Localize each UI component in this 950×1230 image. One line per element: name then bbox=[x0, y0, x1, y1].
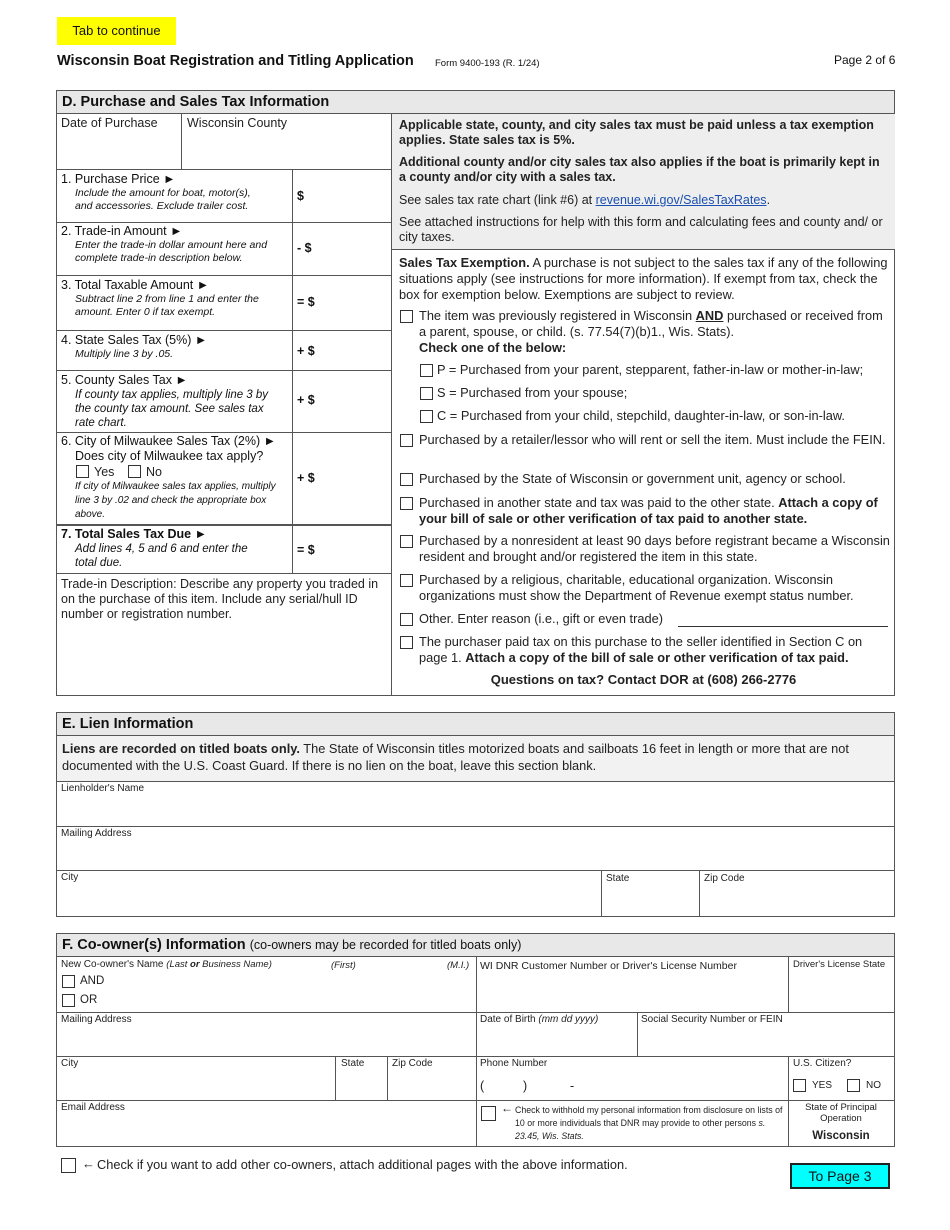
exemption-organization-text: Purchased by a religious, charitable, educational organization. Wisconsin organizations must show the Department of Revenue exempt status number. bbox=[419, 572, 854, 603]
dob-hint: (mm dd yyyy) bbox=[538, 1014, 599, 1025]
coowner-city-input[interactable] bbox=[59, 1071, 333, 1099]
section-e bbox=[56, 712, 895, 917]
exemption-p-text: P = Purchased from your parent, stepparent, father-in-law or mother-in-law; bbox=[437, 362, 864, 377]
wisconsin-county-label: Wisconsin County bbox=[187, 116, 288, 130]
email-input[interactable] bbox=[59, 1115, 474, 1145]
coowner-zip-input[interactable] bbox=[389, 1071, 474, 1099]
exemption-seller-tax-checkbox[interactable] bbox=[400, 636, 413, 649]
coowner-city-label: City bbox=[61, 1058, 79, 1069]
citizen-no-label: NO bbox=[866, 1080, 881, 1091]
county-tax-input[interactable] bbox=[319, 372, 390, 430]
trade-in-desc: Enter the trade-in dollar amount here and complete trade-in description below. bbox=[75, 239, 268, 264]
wisconsin-county-input[interactable] bbox=[185, 131, 389, 167]
section-f-title-note: (co-owners may be recorded for titled boats only) bbox=[249, 938, 522, 952]
total-taxable-input[interactable] bbox=[319, 278, 390, 328]
trade-in-label: 2. Trade-in Amount ► bbox=[61, 224, 183, 238]
exemption-s-text: S = Purchased from your spouse; bbox=[437, 385, 628, 400]
purchase-price-sign: $ bbox=[297, 189, 304, 203]
total-tax-due-desc: Add lines 4, 5 and 6 and enter the total due. bbox=[75, 543, 248, 569]
ssn-input[interactable] bbox=[639, 1027, 892, 1055]
coowner-mailing-label: Mailing Address bbox=[61, 1014, 132, 1025]
lien-zip-label: Zip Code bbox=[704, 873, 745, 884]
milwaukee-tax-sign: + $ bbox=[297, 471, 315, 485]
add-coowners-text: Check if you want to add other co-owners, attach additional pages with the above information. bbox=[97, 1157, 628, 1172]
citizen-no-checkbox[interactable] bbox=[847, 1079, 860, 1092]
lien-state-label: State bbox=[606, 873, 630, 884]
state-principal-label: State of Principal Operation bbox=[805, 1102, 877, 1124]
left-arrow-icon: ← bbox=[501, 1101, 513, 1115]
ex1-and: AND bbox=[695, 308, 724, 323]
milwaukee-yes-label: Yes bbox=[94, 465, 115, 479]
trade-in-input[interactable] bbox=[319, 225, 390, 273]
dl-state-label: Driver's License State bbox=[793, 959, 886, 970]
page-number: Page 2 of 6 bbox=[834, 53, 896, 67]
state-tax-sign: + $ bbox=[297, 344, 315, 358]
exemption-family-text bbox=[419, 308, 891, 356]
exemption-retailer-checkbox[interactable] bbox=[400, 434, 413, 447]
phone-input[interactable] bbox=[478, 1071, 786, 1099]
total-taxable-label: 3. Total Taxable Amount ► bbox=[61, 278, 210, 292]
exemption-c-checkbox[interactable] bbox=[420, 410, 433, 423]
line-milwaukee-tax bbox=[61, 434, 291, 522]
total-taxable-desc: Subtract line 2 from line 1 and enter the amount. Enter 0 if tax exempt. bbox=[75, 293, 259, 318]
coowner-state-input[interactable] bbox=[337, 1071, 385, 1099]
coowner-zip-label: Zip Code bbox=[392, 1058, 433, 1069]
purchase-price-desc: Include the amount for boat, motor(s), and accessories. Exclude trailer cost. bbox=[75, 187, 251, 212]
coowner-name-hint: (Last or Business Name) bbox=[166, 959, 272, 970]
exemption-c-text: C = Purchased from your child, stepchild, daughter-in-law, or son-in-law. bbox=[437, 408, 845, 423]
exemption-intro-text: A purchase is not subject to the sales tax if any of the following situations apply (see instructions for more information). If exempt from tax, check the box for exemption below. Exemptions are subject to review. bbox=[399, 255, 888, 302]
ssn-label: Social Security Number or FEIN bbox=[641, 1014, 783, 1025]
total-tax-due-sign: = $ bbox=[297, 543, 315, 557]
trade-in-description-label: Trade-in Description: Describe any property you traded in on the purchase of this item. Include any serial/hull ID number or registration number. bbox=[61, 577, 379, 621]
coowner-name-label-text: New Co-owner's Name bbox=[61, 959, 164, 970]
coowner-mi-hint: (M.I.) bbox=[447, 960, 470, 971]
purchase-price-input[interactable] bbox=[312, 173, 390, 221]
line-total-tax-due bbox=[61, 527, 291, 570]
coowner-name-input[interactable] bbox=[117, 972, 473, 1010]
county-tax-desc: If county tax applies, multiply line 3 by the county tax amount. See sales tax rate chart. bbox=[75, 389, 269, 429]
exemption-organization-checkbox[interactable] bbox=[400, 574, 413, 587]
coowner-or-label: OR bbox=[80, 994, 98, 1006]
line-state-tax bbox=[61, 333, 291, 361]
date-of-purchase-label: Date of Purchase bbox=[61, 116, 158, 130]
dnr-number-label: WI DNR Customer Number or Driver's License Number bbox=[480, 960, 737, 972]
line-county-tax bbox=[61, 373, 291, 430]
lien-city-input[interactable] bbox=[59, 885, 599, 915]
ex8-a: The purchaser paid tax on this purchase to the seller identified in Section C on page 1. bbox=[419, 634, 863, 665]
ex8-b: Attach a copy of the bill of sale or other verification of tax paid. bbox=[465, 650, 849, 665]
form-number: Form 9400-193 (R. 1/24) bbox=[435, 58, 540, 69]
lien-note-bold: Liens are recorded on titled boats only. bbox=[62, 741, 300, 756]
to-page-3-button[interactable]: To Page 3 bbox=[790, 1163, 890, 1189]
coowner-name-label bbox=[61, 959, 272, 971]
lien-mailing-address-input[interactable] bbox=[59, 841, 892, 869]
lien-mailing-address-label: Mailing Address bbox=[61, 828, 132, 839]
phone-dash: - bbox=[570, 1079, 575, 1093]
exemption-s-checkbox[interactable] bbox=[420, 387, 433, 400]
phone-label: Phone Number bbox=[480, 1058, 548, 1069]
section-f bbox=[56, 933, 895, 1147]
lien-state-input[interactable] bbox=[604, 885, 698, 915]
dob-label bbox=[480, 1014, 598, 1026]
citizen-yes-checkbox[interactable] bbox=[793, 1079, 806, 1092]
sales-tax-rates-link[interactable]: revenue.wi.gov/SalesTaxRates bbox=[595, 193, 767, 207]
lien-note-text: The State of Wisconsin titles motorized boats and sailboats 16 feet in length or more that are not documented with the U.S. Coast Guard. If there is no lien on the boat, leave this section blank. bbox=[62, 741, 849, 773]
tax-info-p3-pre: See sales tax rate chart (link #6) at bbox=[399, 193, 596, 207]
total-tax-due-label: 7. Total Sales Tax Due ► bbox=[61, 527, 207, 541]
tab-to-continue-button[interactable]: Tab to continue bbox=[57, 17, 176, 45]
ex1-b: purchased or received from a parent, spouse, or child. (s. 77.54(7)(b)1., Wis. Stats). bbox=[419, 308, 883, 339]
exemption-other-state-text bbox=[419, 495, 891, 527]
withhold-info-checkbox[interactable] bbox=[481, 1106, 496, 1121]
county-tax-sign: + $ bbox=[297, 393, 315, 407]
state-tax-input[interactable] bbox=[319, 332, 390, 368]
tax-info-p3-post: . bbox=[766, 193, 771, 207]
ex4-a: Purchased in another state and tax was paid to the other state. bbox=[419, 495, 779, 510]
ex1-a: The item was previously registered in Wisconsin bbox=[419, 308, 696, 323]
milwaukee-no-checkbox[interactable] bbox=[128, 465, 141, 478]
milwaukee-yes-checkbox[interactable] bbox=[76, 465, 89, 478]
dob-input[interactable] bbox=[478, 1027, 635, 1055]
section-f-title bbox=[57, 934, 894, 957]
section-d bbox=[56, 90, 895, 696]
coowner-first-hint: (First) bbox=[331, 960, 356, 971]
total-tax-due-input[interactable] bbox=[319, 527, 390, 571]
section-f-title-text: F. Co-owner(s) Information bbox=[62, 937, 246, 953]
withhold-a: Check to withhold my personal information from disclosure on lists of 10 or more individuals that DNR may provide to other persons bbox=[515, 1105, 783, 1128]
tax-info-p2: Additional county and/or city sales tax also applies if the boat is primarily kept in a county and/or city with a sales tax. bbox=[399, 155, 880, 184]
phone-close-paren: ) bbox=[523, 1079, 528, 1093]
tax-info-p3 bbox=[399, 193, 889, 208]
exemption-other-checkbox[interactable] bbox=[400, 613, 413, 626]
milwaukee-tax-label: 6. City of Milwaukee Sales Tax (2%) ► bbox=[61, 434, 276, 448]
tax-info-p4: See attached instructions for help with this form and calculating fees and county and/ or city taxes. bbox=[399, 215, 883, 244]
exemption-nonresident-checkbox[interactable] bbox=[400, 535, 413, 548]
milwaukee-tax-desc: If city of Milwaukee sales tax applies, multiply line 3 by .02 and check the appropriate box above. bbox=[75, 481, 276, 520]
check-one-label: Check one of the below: bbox=[419, 340, 567, 355]
coowner-mailing-input[interactable] bbox=[59, 1027, 474, 1055]
coowner-and-checkbox[interactable] bbox=[62, 975, 75, 988]
exemption-government-text: Purchased by the State of Wisconsin or government unit, agency or school. bbox=[419, 471, 846, 486]
date-of-purchase-input[interactable] bbox=[59, 131, 179, 167]
dl-state-input[interactable] bbox=[790, 973, 892, 1010]
lien-city-label: City bbox=[61, 872, 79, 883]
lienholder-name-label: Lienholder's Name bbox=[61, 783, 145, 794]
section-d-title: D. Purchase and Sales Tax Information bbox=[57, 91, 894, 114]
coowner-or-checkbox[interactable] bbox=[62, 994, 75, 1007]
withhold-b: s. 23.45, Wis. Stats. bbox=[515, 1118, 766, 1141]
exemption-title: Sales Tax Exemption. bbox=[399, 255, 530, 270]
exemption-seller-tax-text bbox=[419, 634, 891, 666]
state-tax-desc: Multiply line 3 by .05. bbox=[75, 348, 174, 360]
total-taxable-sign: = $ bbox=[297, 295, 315, 309]
left-arrow-icon: ← bbox=[82, 1156, 95, 1171]
tax-info-p1: Applicable state, county, and city sales tax must be paid unless a tax exemption applies. State sales tax is 5%. bbox=[399, 118, 874, 147]
exemption-government-checkbox[interactable] bbox=[400, 473, 413, 486]
email-label: Email Address bbox=[61, 1102, 125, 1113]
exemption-other-state-checkbox[interactable] bbox=[400, 497, 413, 510]
exemption-nonresident-text: Purchased by a nonresident at least 90 days before registrant became a Wisconsin resident and brought and/or registered the item in this state. bbox=[419, 533, 890, 564]
coowner-state-label: State bbox=[341, 1058, 365, 1069]
dnr-number-input[interactable] bbox=[478, 973, 786, 1010]
exemption-retailer-text: Purchased by a retailer/lessor who will rent or sell the item. Must include the FEIN. bbox=[419, 432, 886, 447]
section-e-title: E. Lien Information bbox=[57, 713, 894, 736]
ex4-b: Attach a copy of your bill of sale or other verification of tax paid to another state. bbox=[419, 495, 878, 526]
milwaukee-no-label: No bbox=[146, 465, 162, 479]
exemption-p-checkbox[interactable] bbox=[420, 364, 433, 377]
exemption-other-text: Other. Enter reason (i.e., gift or even trade) bbox=[419, 611, 663, 626]
exemption-intro bbox=[399, 255, 891, 303]
coowner-and-label: AND bbox=[80, 975, 105, 987]
line-total-taxable bbox=[61, 278, 291, 319]
state-tax-label: 4. State Sales Tax (5%) ► bbox=[61, 333, 208, 347]
milwaukee-tax-question: Does city of Milwaukee tax apply? bbox=[75, 449, 264, 463]
exemption-other-reason-input[interactable] bbox=[678, 611, 888, 627]
citizen-yes-label: YES bbox=[812, 1080, 833, 1091]
lien-note bbox=[62, 740, 890, 774]
lienholder-name-input[interactable] bbox=[59, 796, 892, 824]
add-coowners-checkbox[interactable] bbox=[61, 1158, 76, 1173]
county-tax-label: 5. County Sales Tax ► bbox=[61, 373, 188, 387]
withhold-info-text bbox=[515, 1104, 783, 1143]
line-trade-in bbox=[61, 224, 291, 265]
phone-open-paren: ( bbox=[480, 1079, 485, 1093]
line-purchase-price bbox=[61, 172, 291, 213]
dor-contact: Questions on tax? Contact DOR at (608) 266-2776 bbox=[490, 672, 797, 687]
citizen-label: U.S. Citizen? bbox=[793, 1058, 852, 1069]
milwaukee-tax-input[interactable] bbox=[319, 434, 390, 522]
purchase-price-label: 1. Purchase Price ► bbox=[61, 172, 176, 186]
form-title: Wisconsin Boat Registration and Titling Application bbox=[57, 53, 414, 69]
trade-in-sign: - $ bbox=[297, 241, 312, 255]
dob-label-text: Date of Birth bbox=[480, 1014, 536, 1025]
lien-zip-input[interactable] bbox=[702, 885, 892, 915]
state-principal-value: Wisconsin bbox=[812, 1130, 870, 1142]
trade-in-description-input[interactable] bbox=[59, 623, 389, 693]
exemption-family-checkbox[interactable] bbox=[400, 310, 413, 323]
